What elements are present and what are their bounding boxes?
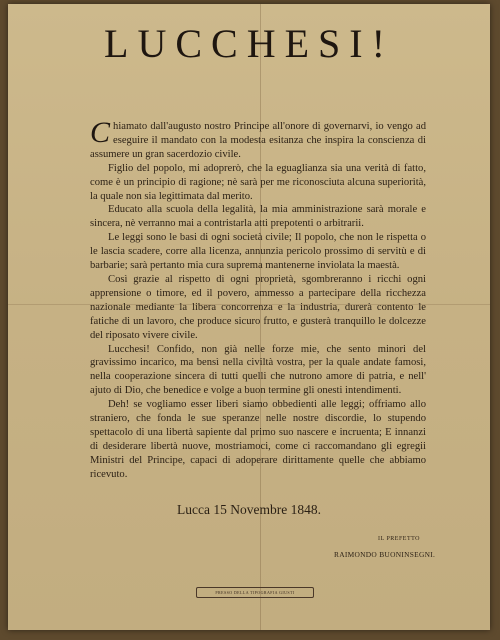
paragraph-5: Così grazie al rispetto di ogni proprietà, sgombreranno i ricchi ogni apprensione o timore, ed il povero, ammesso a partecipare della ricchezza nazionale mediante la libera concorrenza e la industria, durerà contento le fatiche di un lavoro, che produce sicuro frutto, e gusterà tranquillo le dolcezze del riposato vivere civile. [90,273,426,341]
paragraph-6: Lucchesi! Confido, non già nelle forze mie, che sento minori del gravissimo incarico, ma bensì nella civiltà vostra, per la quale andate famosi, nella cooperazione sincera di tutti quelli che nutrono amore di patria, e nell' ajuto di Dio, che benedice e volge a buon termine gli onesti intendimenti. [90,343,426,397]
signature-title: IL PREFETTO [378,536,421,542]
poster-sheet [8,4,490,630]
paragraph-2: Figlio del popolo, mi adoprerò, che la eguaglianza sia una verità di fatto, come è un principio di ragione; nè sarà per me riconosciuta alcuna superiorità, la quale non sia legittimata dal merito. [90,162,426,202]
paragraph-3: Educato alla scuola della legalità, la mia amministrazione sarà morale e sincera, nè verranno mai a contristarla atti prepotenti o arbitrarii. [90,204,426,230]
paragraph-1-text: hiamato dall'augusto nostro Principe all'onore di governarvi, io vengo ad eseguire il mandato con la modesta esitanza che inspira la conscienza di assumere un gran sacerdozio civile. [90,121,426,160]
signature-name: RAIMONDO BUONINSEGNI. [334,550,436,559]
paragraph-7: Deh! se vogliamo esser liberi siamo obbedienti alle leggi; offriamo allo straniero, che fonda le sue speranze nelle nostre discordie, lo stupendo spettacolo di una libertà sapiente dal primo suo nascere e incruenta; E innanzi di desiderare libertà nuove, mostriamoci, come ci raccomandano gli egregii Ministri del Principe, capaci di adoperare dirittamente quelle che abbiamo ricevuto. [90,399,426,480]
page-title: LUCCHESI! [104,21,394,66]
paragraph-1 [90,116,426,162]
proclamation-body [90,116,426,482]
paragraph-4: Le leggi sono le basi di ogni società civile; Il popolo, che non le rispetta o le lascia scadere, corre alla licenza, annunzia pericolo prossimo di servitù e di barbarie; sarà pertanto mia cura suprema mantenerne inviolata la maestà. [90,232,426,272]
drop-cap: C [90,116,111,149]
dateline: Lucca 15 Novembre 1848. [177,502,321,517]
printer-imprint: PRESSO DELLA TIPOGRAFIA GIUSTI [196,587,314,598]
